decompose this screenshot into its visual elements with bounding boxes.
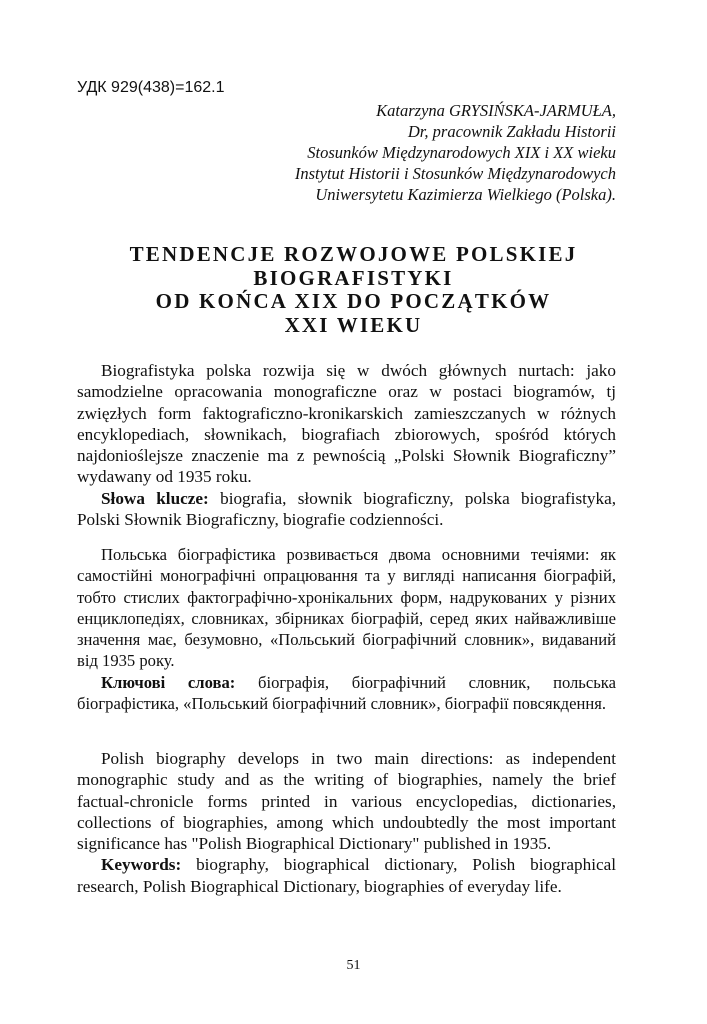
title-line: OD KOŃCA XIX DO POCZĄTKÓW — [155, 289, 552, 313]
author-institute: Instytut Historii i Stosunków Międzynarodowych — [294, 164, 616, 183]
page-number: 51 — [346, 958, 361, 973]
author-name: Katarzyna GRYSIŃSKA-JARMUŁA, — [376, 101, 616, 120]
author-university: Uniwersytetu Kazimierza Wielkiego (Polska). — [315, 185, 616, 204]
title-line: BIOGRAFISTYKI — [253, 265, 454, 290]
abstract-ukrainian-text: Польська біографістика розвивається двома основними течіями: як самостійні монографічні опрацювання та у вигляді написання біографій, тобто стислих фактографічно-хронікальних форм, надрукованих у різних енциклопедіях, словниках, збірниках біографій, серед яких найважливіше значення має, безумовно, «Польський біографічний словник», видаваний від 1935 року. — [77, 545, 616, 671]
abstract-ukrainian — [77, 544, 616, 714]
abstract-english-text: Polish biography develops in two main directions: as independent monographic study and as the writing of biographies, namely the brief factual-chronicle forms printed in various encyclopedias, dictionaries, collections of biographies, among which undoubtedly the most important significance has "Polish Biographical Dictionary" published in 1935. — [77, 749, 616, 854]
keywords-ukrainian-list: біографія, біографічний словник, польська біографістика, «Польський біографічний словник», біографії повсякдення. — [77, 672, 616, 714]
keywords-ukrainian-label: Ключові слова: — [101, 672, 236, 692]
keywords-polish-list: biografia, słownik biograficzny, polska biografistyka, Polski Słownik Biograficzny, biografie codzienności. — [77, 488, 617, 530]
title-line: TENDENCJE ROZWOJOWE POLSKIEJ — [129, 242, 578, 266]
author-department: Stosunków Międzynarodowych XIX i XX wieku — [307, 143, 616, 162]
keywords-english — [77, 854, 616, 897]
author-position: Dr, pracownik Zakładu Historii — [407, 122, 616, 141]
title-line: XXI WIEKU — [284, 312, 423, 337]
author-affiliation — [96, 100, 616, 205]
keywords-ukrainian — [77, 672, 616, 715]
abstract-english — [77, 748, 616, 897]
abstract-polish — [77, 360, 616, 530]
keywords-english-label: Keywords: — [101, 855, 182, 875]
abstract-polish-text: Biografistyka polska rozwija się w dwóch głównych nurtach: jako samodzielne opracowania monograficzne oraz w postaci biogramów, tj zwięzłych form faktograficzno-kronikarskich zamieszczanych w różnych encyklopediach, słownikach, biografiach zbiorowych, spośród których najdonioślejsze znaczenie ma z pewnością „Polski Słownik Biograficzny” wydawany od 1935 roku. — [77, 361, 616, 487]
keywords-polish-label: Słowa klucze: — [101, 488, 209, 508]
keywords-english-list: biography, biographical dictionary, Polish biographical research, Polish Biographical Dictionary, biographies of everyday life. — [77, 855, 616, 896]
keywords-polish — [77, 488, 616, 531]
paper-title — [60, 243, 647, 337]
udk-code: УДК 929(438)=162.1 — [77, 79, 225, 96]
